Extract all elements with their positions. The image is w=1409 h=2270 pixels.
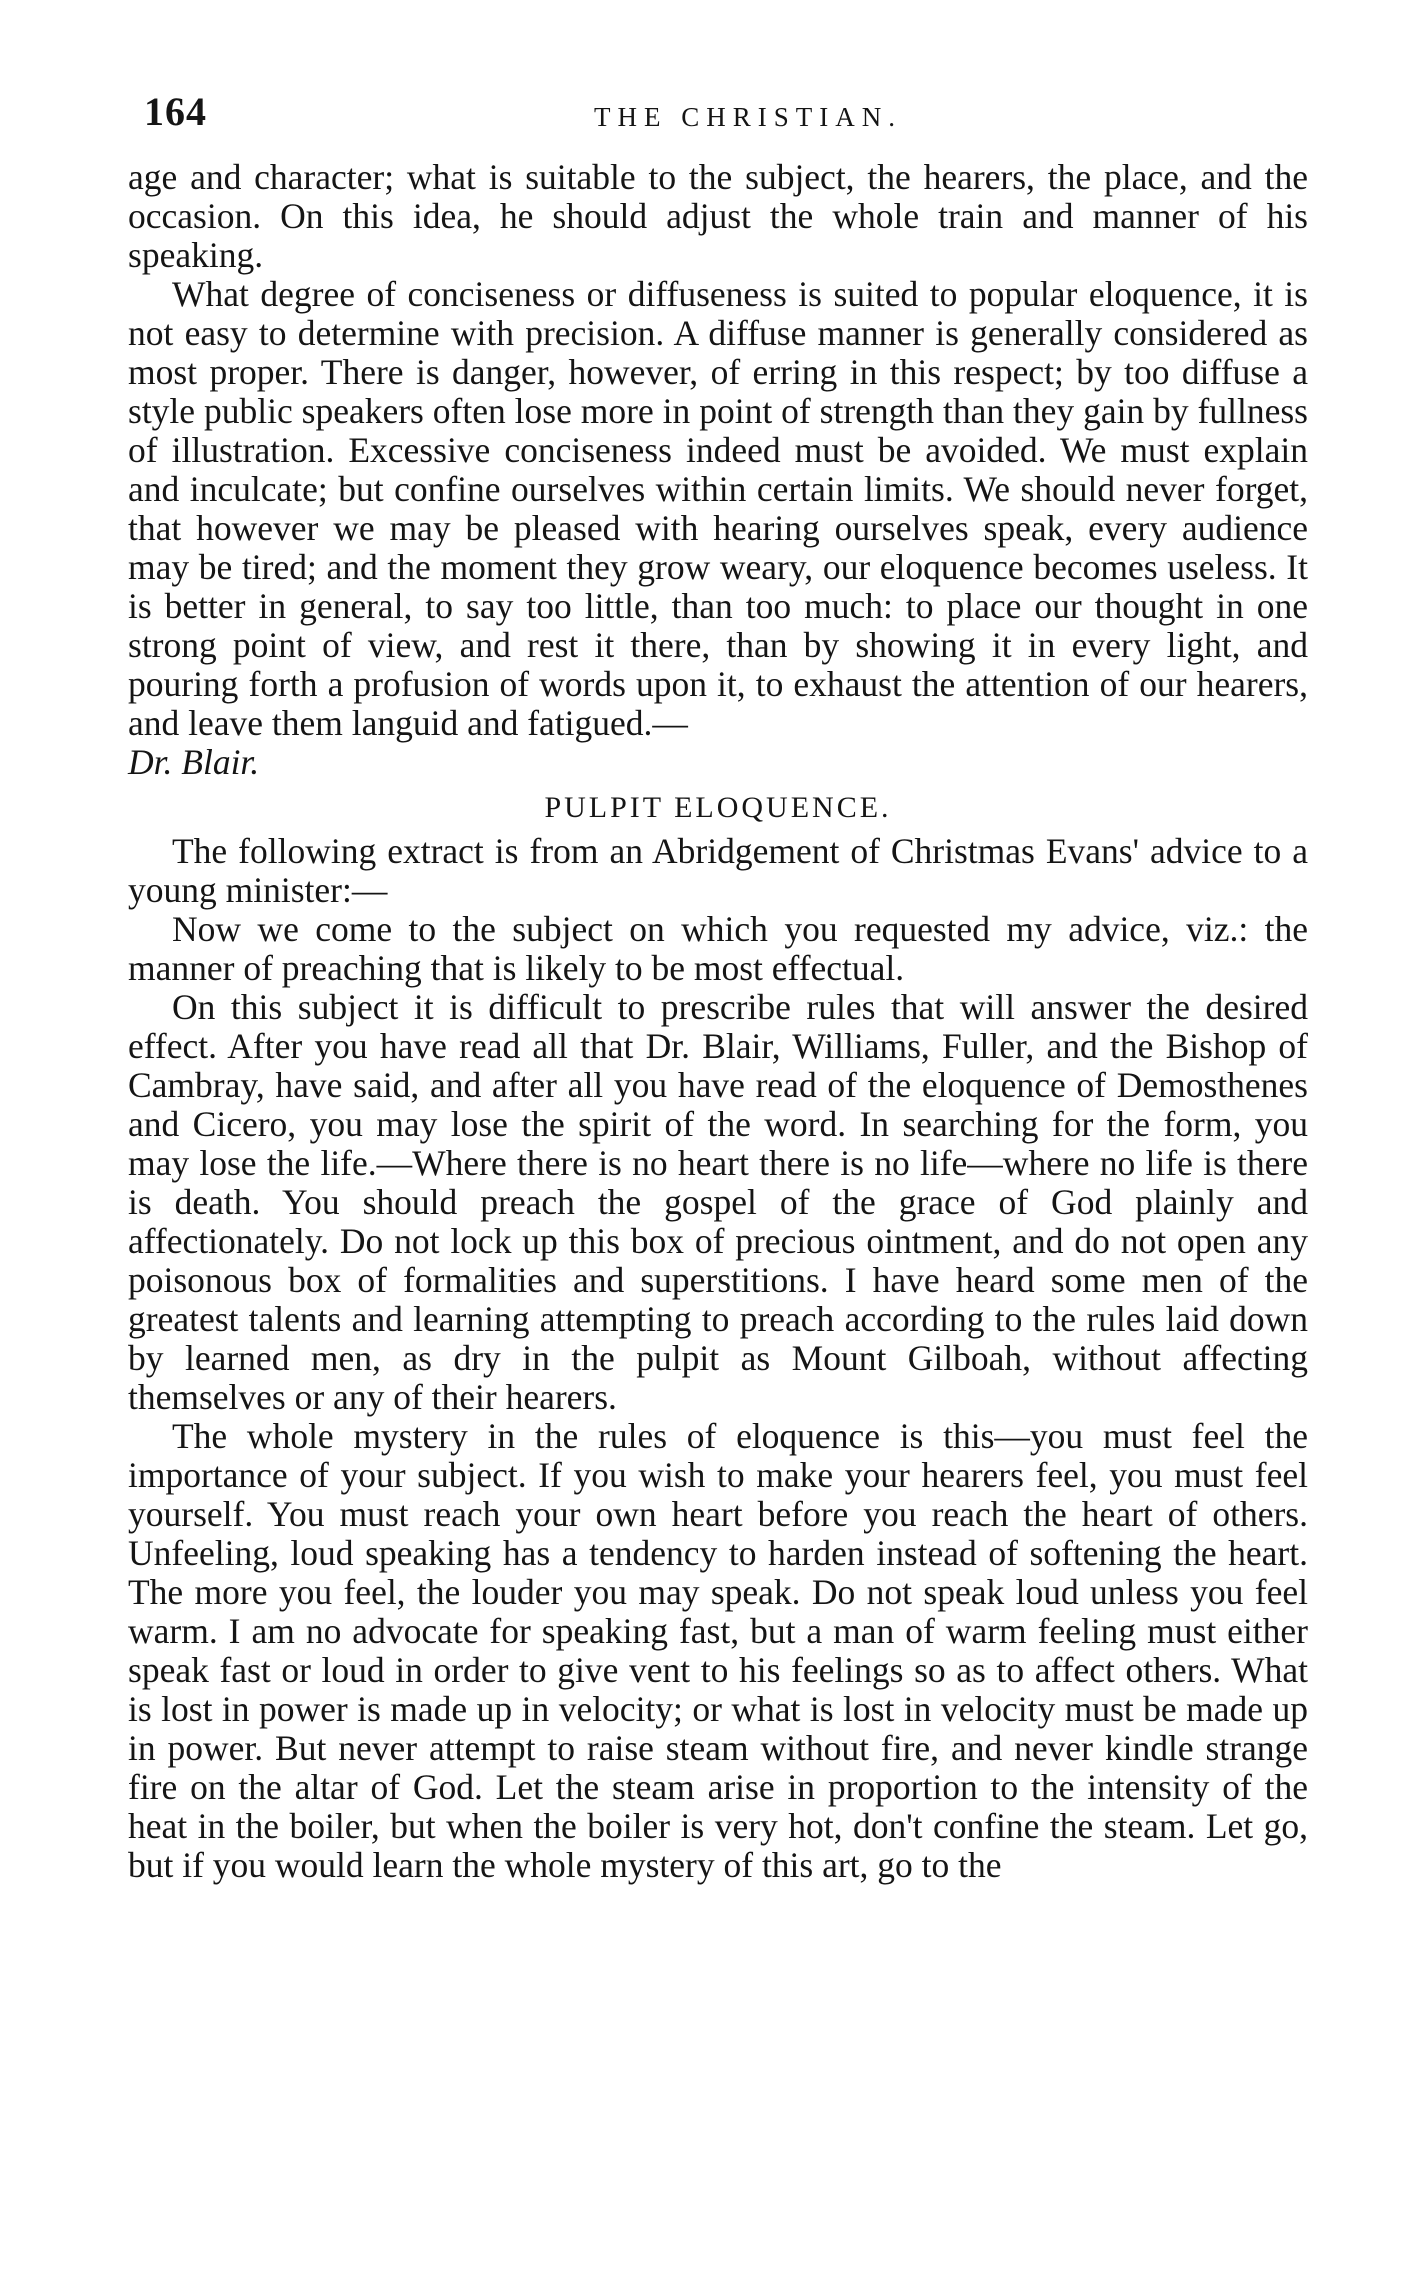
body-text — [128, 158, 1308, 1885]
book-page — [128, 88, 1308, 1885]
paragraph-subject: Now we come to the subject on which you requested my advice, viz.: the manner of preaching that is likely to be most effectual. — [128, 909, 1308, 988]
paragraph-mystery: The whole mystery in the rules of eloquence is this—you must feel the importance of your subject. If you wish to make your hearers feel, you must feel yourself. You must reach your own heart before you reach the heart of others. Unfeeling, loud speaking has a tendency to harden instead of softening the heart. The more you feel, the louder you may speak. Do not speak loud unless you feel warm. I am no advocate for speaking fast, but a man of warm feeling must either speak fast or loud in order to give vent to his feelings so as to affect others. What is lost in power is made up in velocity; or what is lost in velocity must be made up in power. But never attempt to raise steam without fire, and never kindle strange fire on the altar of God. Let the steam arise in proportion to the intensity of the heat in the boiler, but when the boiler is very hot, don't confine the steam. Let go, but if you would learn the whole mystery of this art, go to the — [128, 1416, 1308, 1885]
paragraph-continuation: age and character; what is suitable to the subject, the hearers, the place, and the occasion. On this idea, he should adjust the whole train and manner of his speaking. — [128, 157, 1308, 275]
running-head — [128, 88, 1308, 158]
running-title: THE CHRISTIAN. — [594, 102, 902, 132]
page-number: 164 — [144, 89, 207, 134]
paragraph-rules: On this subject it is difficult to prescribe rules that will answer the desired effect. After you have read all that Dr. Blair, Williams, Fuller, and the Bishop of Cambray, have said, and after all you have read of the eloquence of Demosthenes and Cicero, you may lose the spirit of the word. In searching for the form, you may lose the life.—Where there is no heart there is no life—where no life is there is death. You should preach the gospel of the grace of God plainly and affectionately. Do not lock up this box of precious ointment, and do not open any poisonous box of formalities and superstitions. I have heard some men of the greatest talents and learning attempting to preach according to the rules laid down by learned men, as dry in the pulpit as Mount Gilboah, without affecting themselves or any of their hearers. — [128, 987, 1308, 1417]
author-signature: Dr. Blair. — [128, 742, 260, 782]
section-heading: PULPIT ELOQUENCE. — [544, 791, 892, 824]
paragraph-intro: The following extract is from an Abridgement of Christmas Evans' advice to a young minister:— — [128, 831, 1308, 910]
paragraph-conciseness: What degree of conciseness or diffuseness is suited to popular eloquence, it is not easy to determine with precision. A diffuse manner is generally considered as most proper. There is danger, however, of erring in this respect; by too diffuse a style public speakers often lose more in point of strength than they gain by fullness of illustration. Excessive conciseness indeed must be avoided. We must explain and inculcate; but confine ourselves within certain limits. We should never forget, that however we may be pleased with hearing ourselves speak, every audience may be tired; and the moment they grow weary, our eloquence becomes useless. It is better in general, to say too little, than too much: to place our thought in one strong point of view, and rest it there, than by showing it in every light, and pouring forth a profusion of words upon it, to exhaust the attention of our hearers, and leave them languid and fatigued.— — [128, 274, 1308, 743]
